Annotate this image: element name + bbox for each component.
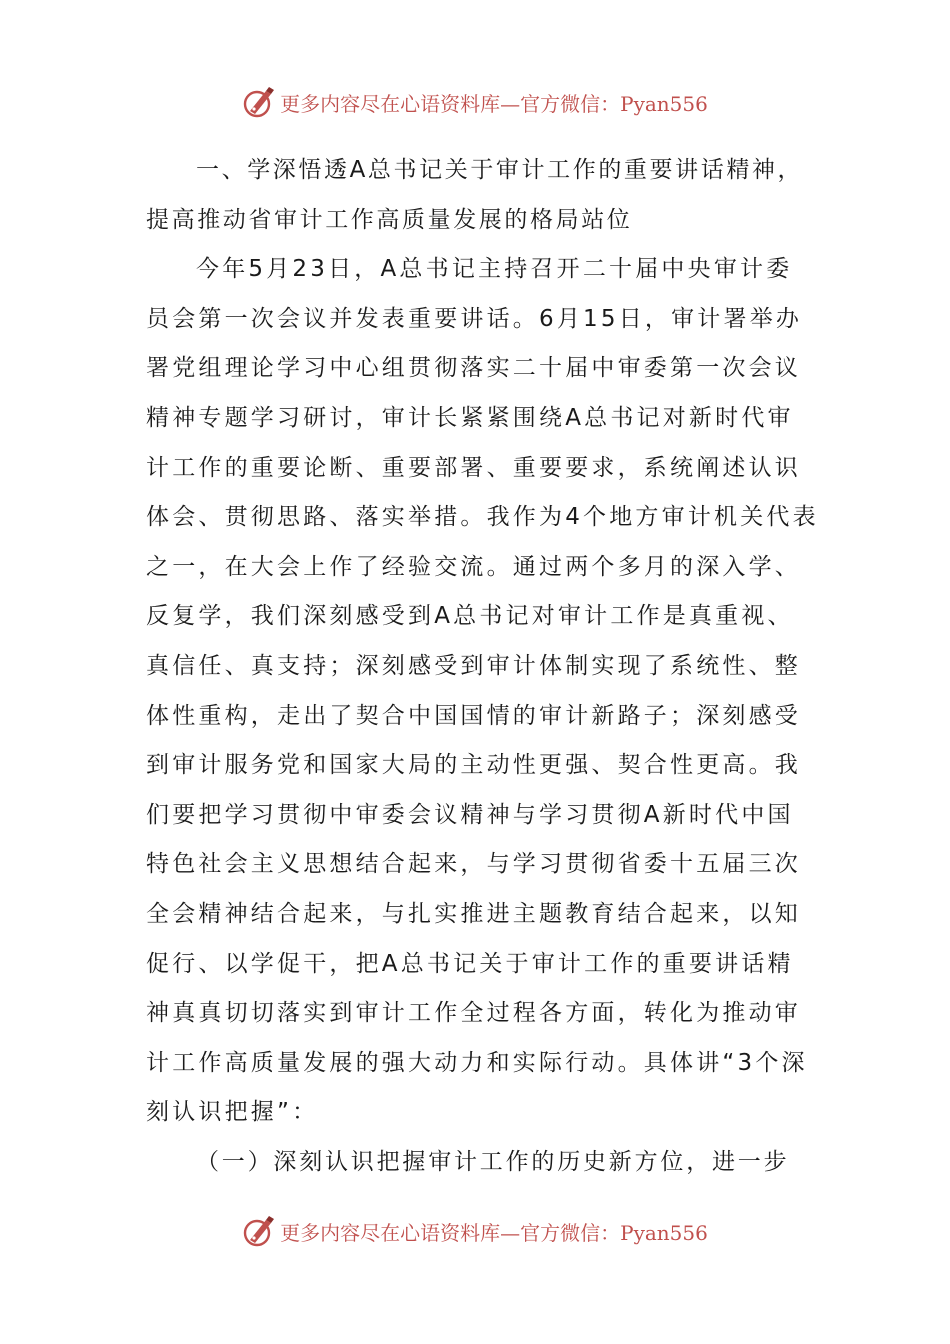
paragraph-line: 体会、贯彻思路、落实举措。我作为4个地方审计机关代表 bbox=[146, 504, 819, 531]
heading-line: 一、学深悟透A总书记关于审计工作的重要讲话精神， bbox=[196, 157, 804, 183]
heading-line: 提高推动省审计工作高质量发展的格局站位 bbox=[146, 206, 633, 233]
section-heading bbox=[146, 146, 806, 245]
pen-nib-circle-icon bbox=[242, 1214, 276, 1248]
paragraph-line: 员会第一次会议并发表重要讲话。6月15日，审计署举办 bbox=[146, 305, 803, 332]
watermark-banner-bottom bbox=[0, 1211, 950, 1251]
pen-nib-circle-icon bbox=[242, 85, 276, 119]
paragraph-line: 神真真切切落实到审计工作全过程各方面，转化为推动审 bbox=[146, 1000, 801, 1027]
paragraph-line: 刻认识把握”： bbox=[146, 1099, 319, 1126]
paragraph-line: 计工作高质量发展的强大动力和实际行动。具体讲“3个深 bbox=[146, 1049, 808, 1076]
paragraph-line: 到审计服务党和国家大局的主动性更强、契合性更高。我 bbox=[146, 752, 801, 779]
watermark-text: 更多内容尽在心语资料库—官方微信：Pyan556 bbox=[280, 91, 708, 116]
paragraph-line: 反复学，我们深刻感受到A总书记对审计工作是真重视、 bbox=[146, 603, 794, 630]
paragraph-line: 促行、以学促干，把A总书记关于审计工作的重要讲话精 bbox=[146, 950, 794, 977]
paragraph-line: 真信任、真支持；深刻感受到审计体制实现了系统性、整 bbox=[146, 652, 801, 679]
paragraph-line: 署党组理论学习中心组贯彻落实二十届中审委第一次会议 bbox=[146, 355, 801, 382]
paragraph-line: 之一，在大会上作了经验交流。通过两个多月的深入学、 bbox=[146, 553, 801, 580]
watermark-banner-top bbox=[0, 82, 950, 122]
subsection-heading: （一）深刻认识把握审计工作的历史新方位，进一步 bbox=[196, 1148, 790, 1175]
paragraph-line: 精神专题学习研讨，审计长紧紧围绕A总书记对新时代审 bbox=[146, 404, 794, 431]
document-body bbox=[146, 146, 819, 1187]
paragraph bbox=[146, 245, 819, 1138]
paragraph-line: 体性重构，走出了契合中国国情的审计新路子；深刻感受 bbox=[146, 702, 801, 729]
paragraph-line: 今年5月23日，A总书记主持召开二十届中央审计委 bbox=[196, 256, 793, 283]
watermark-text: 更多内容尽在心语资料库—官方微信：Pyan556 bbox=[280, 1220, 708, 1245]
paragraph-line: 计工作的重要论断、重要部署、重要要求，系统阐述认识 bbox=[146, 454, 801, 481]
paragraph-line: 全会精神结合起来，与扎实推进主题教育结合起来，以知 bbox=[146, 900, 801, 927]
paragraph-line: 特色社会主义思想结合起来，与学习贯彻省委十五届三次 bbox=[146, 851, 801, 878]
paragraph-line: 们要把学习贯彻中审委会议精神与学习贯彻A新时代中国 bbox=[146, 801, 794, 828]
